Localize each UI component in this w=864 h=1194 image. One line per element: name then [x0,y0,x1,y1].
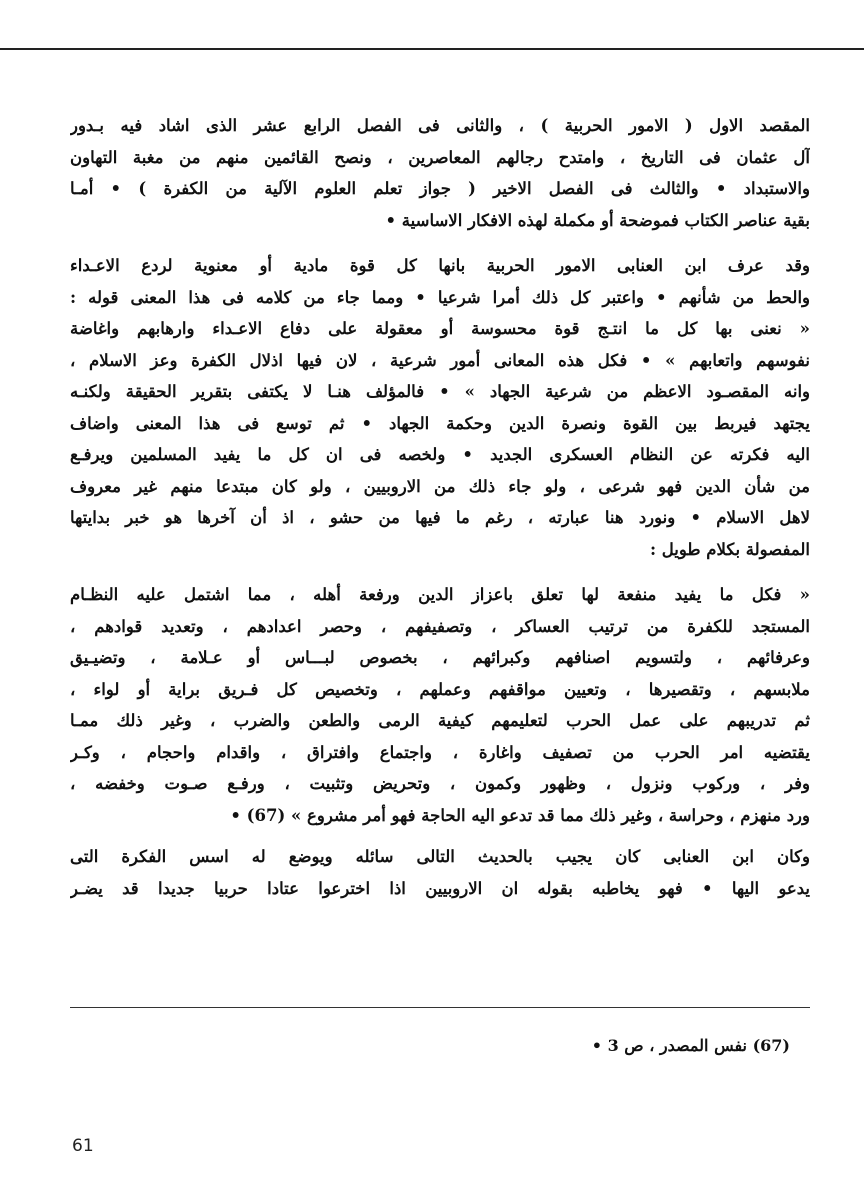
text-line: وقد عرف ابن العنابى الامور الحربية بانها كل قوة مادية أو معنوية لردع الاعـداء [70,256,810,275]
page-number: 61 [72,1136,94,1156]
text-line: المقصد الاول ( الامور الحربية ) ، والثانى فى الفصل الرابع عشر الذى اشاد فيه بـدور [70,116,810,135]
text-line: وعرفائهم ، ولتسويم اصنافهم وكبرائهم ، بخصوص لبـــاس أو عـلامة ، وتضيـيق [70,648,810,667]
quotation [70,579,810,831]
text-line: ملابسهم ، وتقصيرها ، وتعيين مواقفهم وعملهم ، وتخصيص كل فـريق براية أو لواء ، [70,679,810,699]
paragraph-1 [70,110,810,236]
text-line: « فكل ما يفيد منفعة لها تعلق باعزاز الدين ورفعة أهله ، مما اشتمل عليه النظـام [70,585,810,604]
text-line: ورد منهزم ، وحراسة ، وغير ذلك مما قد تدعو اليه الحاجة فهو أمر مشروع » (67) • [230,805,810,825]
footnote: (67) نفس المصدر ، ص 3 • [591,1036,790,1055]
body-text [70,110,810,904]
footnote-rule [70,1007,810,1008]
text-line: وفر ، وركوب ونزول ، وظهور وكمون ، وتحريض وتثبيت ، ورفـع صـوت وخفضه ، [70,774,810,793]
text-line: المفصولة بكلام طويل : [649,539,810,559]
text-line: وكان ابن العنابى كان يجيب بالحديث التالى سائله ويوضع له اسس الفكرة التى [70,847,810,866]
text-line: يدعو اليها • فهو يخاطبه بقوله ان الاروبيين اذا اخترعوا عتادا حربيا جديدا قد يضـر [70,878,810,898]
paragraph-2 [70,250,810,565]
text-line: من شأن الدين فهو شرعى ، ولو جاء ذلك من الاروبيين ، ولو كان مبتدعا منهم غير معروف [70,476,810,496]
text-line: اليه فكرته عن النظام العسكرى الجديد • ولخصه فى ان كل ما يفيد المسلمين ويرفـع [70,445,810,464]
text-line: لاهل الاسلام • ونورد هنا عبارته ، رغم ما فيها من حشو ، اذ أن آخرها هو خبر بدايتها [70,508,810,527]
header-rule [0,48,864,50]
text-line: المستجد للكفرة من ترتيب العساكر ، وتصفيفهم ، وحصر اعدادهم ، وتعديد قوادهم ، [70,616,810,636]
text-line: « نعنى بها كل ما انتـج قوة محسوسة أو معقولة على دفاع الاعـداء وارهابهم واغاضة [70,319,810,338]
text-line: وانه المقصـود الاعظم من شرعية الجهاد » • فالمؤلف هنـا لا يكتفى بتقرير الحقيقة ولكنـه [70,382,810,401]
text-line: بقية عناصر الكتاب فموضحة أو مكملة لهذه الافكار الاساسية • [385,210,810,230]
paragraph-4 [70,841,810,904]
text-line: يجتهد فيربط بين القوة ونصرة الدين وحكمة الجهاد • ثم توسع فى هذا المعنى واضاف [70,413,810,433]
text-line: نفوسهم واتعابهم » • فكل هذه المعانى أمور شرعية ، لان فيها اذلال الكفرة وعز الاسلام ، [70,350,810,370]
text-line: والاستبداد • والثالث فى الفصل الاخير ( جواز تعلم العلوم الآلية من الكفرة ) • أمـا [70,179,810,198]
text-line: والحط من شأنهم • واعتبر كل ذلك أمرا شرعيا • ومما جاء من كلامه فى هذا المعنى قوله : [70,287,810,307]
text-line: ثم تدريبهم على عمل الحرب لتعليمهم كيفية الرمى والطعن والضرب ، وغير ذلك ممـا [70,711,810,730]
text-line: يقتضيه امر الحرب من تصفيف واغارة ، واجتماع وافتراق ، واقدام واحجام ، وكـر [70,742,810,762]
text-line: آل عثمان فى التاريخ ، وامتدح رجالهم المعاصرين ، ونصح القائمين منهم من مغبة التهاون [70,147,810,167]
